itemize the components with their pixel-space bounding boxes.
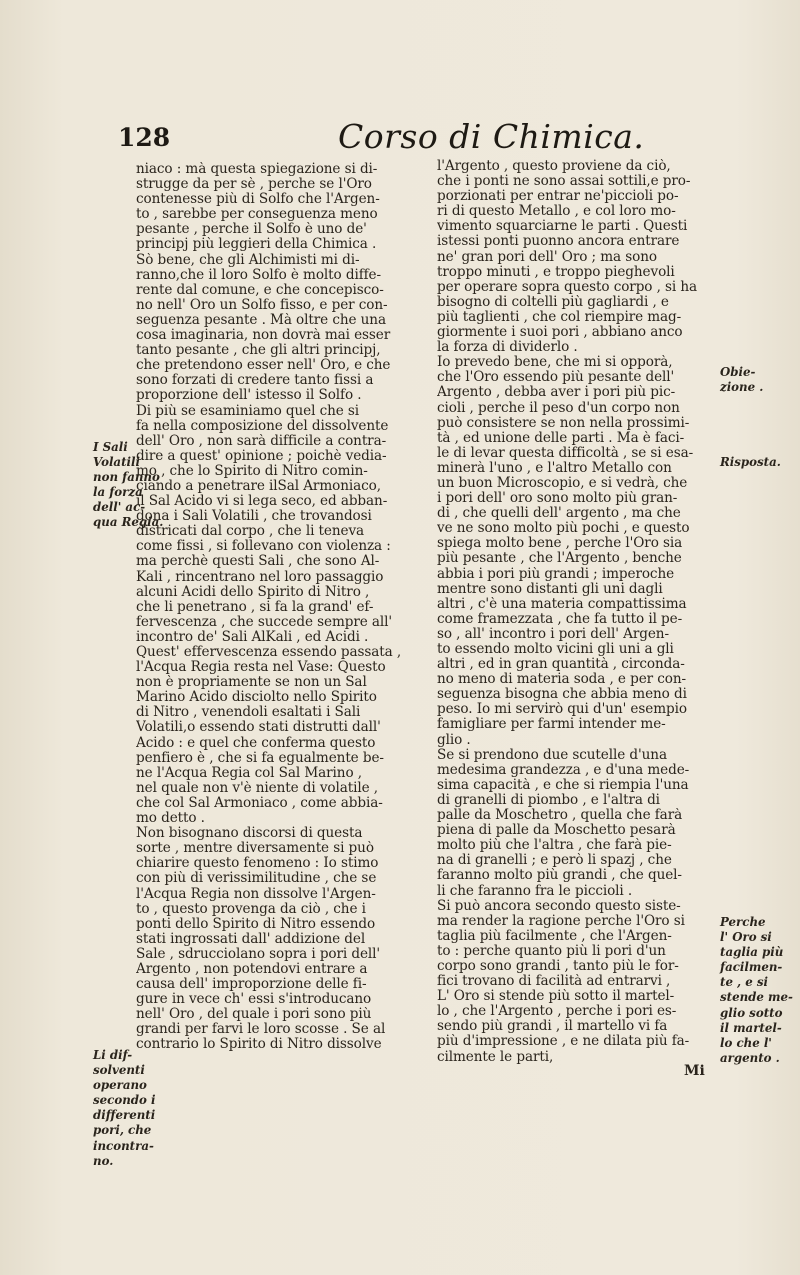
text-line: altri , ed in gran quantità , circonda- xyxy=(437,657,685,673)
text-line: fici trovano di facilità ad entrarvi , xyxy=(437,974,671,990)
text-line: faranno molto più grandi , che quel- xyxy=(437,868,682,884)
margin-note-line: operano xyxy=(93,1078,147,1093)
margin-note-line: no. xyxy=(93,1153,114,1168)
text-line: più d'impressione , e ne dilata più fa- xyxy=(437,1034,690,1050)
right-text-column xyxy=(437,159,720,1065)
margin-note-line: Li dif- xyxy=(93,1048,133,1062)
text-line: tanto pesante , che gli altri principj, xyxy=(136,343,381,359)
text-line: ma render la ragione perche l'Oro si xyxy=(437,913,685,929)
text-line: causa dell' improporzione delle fi- xyxy=(136,977,367,993)
text-line: che i ponti ne sono assai sottili,e pro- xyxy=(437,174,691,190)
text-line: per operare sopra questo corpo , si ha xyxy=(437,279,698,295)
margin-note-line: lo che l' xyxy=(720,1035,772,1050)
text-line: giormente i suoi pori , abbiano anco xyxy=(437,325,683,341)
text-line: gure in vece ch' essi s'introducano xyxy=(136,992,372,1008)
text-line: fa nella composizione del dissolvente xyxy=(136,418,389,434)
text-line: nell' Oro , del quale i pori sono più xyxy=(136,1007,372,1023)
text-line: ma perchè questi Sali , che sono Al- xyxy=(136,554,380,570)
page-header xyxy=(0,117,800,163)
left-text-column xyxy=(136,162,426,1053)
margin-note-line: dell' ac- xyxy=(93,500,146,515)
text-line: Non bisognano discorsi di questa xyxy=(136,826,363,842)
text-line: sima capacità , e che si riempia l'una xyxy=(437,777,689,793)
text-line: sono forzati di credere tanto fissi a xyxy=(136,373,374,389)
text-line: contenesse più di Solfo che l'Argen- xyxy=(136,192,380,208)
text-line: dire a quest' opinione ; poichè vedia- xyxy=(136,448,387,464)
catchword: Mi xyxy=(684,1063,705,1079)
page-number: 128 xyxy=(118,123,171,152)
text-line: ponti dello Spirito di Nitro essendo xyxy=(136,916,376,932)
text-line: porzionati per entrar ne'piccioli po- xyxy=(437,189,679,205)
margin-note-risposta xyxy=(720,455,781,470)
margin-note-line: la forza xyxy=(93,485,143,500)
text-line: to , sarebbe per conseguenza meno xyxy=(136,207,378,223)
text-line: più taglienti , che col riempire mag- xyxy=(437,309,682,325)
margin-note-perche xyxy=(720,915,793,1066)
text-line: alcuni Acidi dello Spirito di Nitro , xyxy=(136,584,370,600)
text-line: Kali , rincentrano nel loro passaggio xyxy=(136,569,384,585)
text-line: che col Sal Armoniaco , come abbia- xyxy=(136,795,383,811)
text-line: Di più se esaminiamo quel che si xyxy=(136,403,360,419)
text-line: medesima grandezza , e d'una mede- xyxy=(437,762,690,778)
text-line: no nell' Oro un Solfo fisso, e per con- xyxy=(136,297,388,313)
text-line: seguenza pesante . Mà oltre che una xyxy=(136,312,386,328)
text-line: ri di questo Metallo , e col loro mo- xyxy=(437,204,676,220)
text-line: so , all' incontro i pori dell' Argen- xyxy=(437,626,669,642)
text-line: Sò bene, che gli Alchimisti mi di- xyxy=(136,252,360,268)
margin-note-line: incontra- xyxy=(93,1138,154,1153)
text-line: abbia i pori più grandi ; imperoche xyxy=(437,566,675,582)
text-line: altri , c'è una materia compattissima xyxy=(437,596,687,612)
margin-note-line: non fanno xyxy=(93,470,160,485)
text-line: li che faranno fra le piccioli . xyxy=(437,883,633,899)
text-line: seguenza bisogna che abbia meno di xyxy=(437,687,687,703)
text-line: cioli , perche il peso d'un corpo non xyxy=(437,400,680,416)
margin-note-line: Perche xyxy=(720,915,766,929)
margin-note-line: solventi xyxy=(93,1063,145,1078)
text-line: piena di palle da Moschetto pesarà xyxy=(437,823,676,839)
text-line: Si può ancora secondo questo siste- xyxy=(437,898,681,914)
text-line: pesante , perche il Solfo è uno de' xyxy=(136,222,367,238)
margin-note-obiezione xyxy=(720,365,763,395)
text-line: to essendo molto vicini gli uni a gli xyxy=(437,642,674,657)
text-line: può consistere se non nella prossimi- xyxy=(437,415,690,431)
text-line: ciando a penetrare ilSal Armoniaco, xyxy=(136,478,381,494)
text-line: fervescenza , che succede sempre all' xyxy=(136,614,393,630)
text-line: minerà l'uno , e l'altro Metallo con xyxy=(437,460,672,476)
text-line: glio . xyxy=(437,732,471,748)
margin-note-line: argento . xyxy=(720,1050,780,1065)
margin-note-line: facilmen- xyxy=(720,960,783,975)
text-line: grandi per farvi le loro scosse . Se al xyxy=(136,1022,386,1038)
text-line: la forza di dividerlo . xyxy=(437,340,578,356)
text-line: niaco : mà questa spiegazione si di- xyxy=(136,162,378,177)
text-line: contrario lo Spirito di Nitro dissolve xyxy=(136,1037,382,1053)
text-line: più pesante , che l'Argento , benche xyxy=(437,551,682,567)
margin-note-line: I Sali xyxy=(93,440,128,454)
text-line: Volatili,o essendo stati distrutti dall' xyxy=(136,720,381,736)
text-line: tà , ed unione delle parti . Ma è faci- xyxy=(437,430,685,446)
margin-note-line: Risposta. xyxy=(720,455,781,469)
text-line: l'Argento , questo proviene da ciò, xyxy=(437,159,671,174)
text-line: con più di verissimilitudine , che se xyxy=(136,871,377,887)
text-line: dona i Sali Volatili , che trovandosi xyxy=(136,509,372,525)
text-line: strugge da per sè , perche se l'Oro xyxy=(136,177,372,193)
text-line: taglia più facilmente , che l'Argen- xyxy=(437,928,672,944)
margin-note-line: glio sotto xyxy=(720,1005,783,1020)
text-line: i pori dell' oro sono molto più gran- xyxy=(437,491,678,507)
margin-note-line: pori, che xyxy=(93,1123,152,1138)
text-line: sorte , mentre diversamente si può xyxy=(136,841,374,857)
margin-note-line: l' Oro si xyxy=(720,930,772,945)
text-line: chiarire questo fenomeno : Io stimo xyxy=(136,856,379,872)
text-line: to : perche quanto più li pori d'un xyxy=(437,943,666,959)
text-line: ne l'Acqua Regia col Sal Marino , xyxy=(136,765,362,781)
text-line: il Sal Acido vi si lega seco, ed abban- xyxy=(136,494,388,510)
text-line: mo , che lo Spirito di Nitro comin- xyxy=(136,463,368,479)
text-line: cilmente le parti, xyxy=(437,1049,554,1065)
text-line: Se si prendono due scutelle d'una xyxy=(437,747,667,763)
text-line: che pretendono esser nell' Oro, e che xyxy=(136,358,391,374)
text-line: palle da Moschetro , quella che farà xyxy=(437,808,683,824)
margin-note-i-sali xyxy=(93,440,163,531)
text-line: vimento squarciarne le parti . Questi xyxy=(437,219,688,235)
text-line: Argento , debba aver i pori più pic- xyxy=(437,385,676,401)
margin-note-line: taglia più xyxy=(720,945,784,960)
text-line: un buon Microscopio, e si vedrà, che xyxy=(437,475,688,491)
text-line: che li penetrano , si fa la grand' ef- xyxy=(136,599,374,615)
text-line: famigliare per farmi intender me- xyxy=(437,717,666,733)
text-line: di granelli di piombo , e l'altra di xyxy=(437,792,660,808)
text-line: Quest' effervescenza essendo passata , xyxy=(136,645,402,660)
text-line: bisogno di coltelli più gagliardi , e xyxy=(437,294,669,310)
margin-note-line: stende me- xyxy=(720,990,793,1005)
margin-note-line: Volatili xyxy=(93,455,140,470)
text-line: di , che quelli dell' argento , ma che xyxy=(437,506,681,522)
text-line: peso. Io mi servirò qui d'un' esempio xyxy=(437,702,687,718)
text-line: districati dal corpo , che li teneva xyxy=(136,524,365,540)
text-line: ve ne sono molto più pochi , e questo xyxy=(437,521,690,537)
text-line: mentre sono distanti gli uni dagli xyxy=(437,581,663,597)
text-line: na di granelli ; e però li spazj , che xyxy=(437,853,672,869)
margin-note-line: differenti xyxy=(93,1108,156,1123)
text-line: to , questo provenga da ciò , che i xyxy=(136,901,366,917)
text-line: penfiero è , che si fa egualmente be- xyxy=(136,750,384,766)
text-line: dell' Oro , non sarà difficile a contra- xyxy=(136,433,387,449)
text-line: istessi ponti puonno ancora entrare xyxy=(437,234,680,250)
text-line: molto più che l'altra , che farà pie- xyxy=(437,838,672,854)
text-line: ranno,che il loro Solfo è molto diffe- xyxy=(136,267,381,283)
text-line: Io prevedo bene, che mi si opporà, xyxy=(437,355,673,371)
margin-note-line: zione . xyxy=(720,380,764,395)
text-line: l'Acqua Regia non dissolve l'Argen- xyxy=(136,886,376,902)
text-line: l'Acqua Regia resta nel Vase: Questo xyxy=(136,660,386,676)
margin-note-line: il martel- xyxy=(720,1020,782,1035)
text-line: troppo minuti , e troppo pieghevoli xyxy=(437,264,675,280)
text-line: come framezzata , che fa tutto il pe- xyxy=(437,611,683,627)
text-line: che l'Oro essendo più pesante dell' xyxy=(437,370,675,386)
running-title: Corso di Chimica. xyxy=(338,117,645,156)
text-line: le di levar questa difficoltà , se si esa- xyxy=(437,445,694,461)
text-line: ne' gran pori dell' Oro ; ma sono xyxy=(437,249,657,265)
text-line: incontro de' Sali AlKali , ed Acidi . xyxy=(136,629,369,645)
text-line: mo detto . xyxy=(136,811,205,827)
margin-note-line: qua Regia. xyxy=(93,515,164,530)
text-line: corpo sono grandi , tanto più le for- xyxy=(437,958,679,974)
text-line: cosa imaginaria, non dovrà mai esser xyxy=(136,328,391,344)
margin-note-line: secondo i xyxy=(93,1093,156,1108)
text-line: lo , che l'Argento , perche i pori es- xyxy=(437,1004,677,1020)
text-line: non è propriamente se non un Sal xyxy=(136,675,367,691)
text-line: come fissi , si follevano con violenza : xyxy=(136,539,391,555)
text-line: rente dal comune, e che concepisco- xyxy=(136,282,384,298)
margin-note-line: Obie- xyxy=(720,365,756,379)
text-line: Argento , non potendovi entrare a xyxy=(136,961,368,977)
text-line: nel quale non v'è niente di volatile , xyxy=(136,780,379,796)
text-line: Marino Acido disciolto nello Spirito xyxy=(136,690,377,706)
text-line: Acido : e quel che conferma questo xyxy=(136,735,376,751)
margin-note-line: te , e si xyxy=(720,975,769,990)
margin-note-li-dif xyxy=(93,1048,155,1169)
text-line: principj più leggieri della Chimica . xyxy=(136,237,377,253)
text-line: spiega molto bene , perche l'Oro sia xyxy=(437,536,683,552)
text-line: stati ingrossati dall' addizione del xyxy=(136,931,366,947)
text-line: Sale , sdrucciolano sopra i pori dell' xyxy=(136,946,381,962)
text-line: di Nitro , venendoli esaltati i Sali xyxy=(136,705,361,721)
text-line: sendo più grandi , il martello vi fa xyxy=(437,1019,668,1035)
text-line: no meno di materia soda , e per con- xyxy=(437,672,687,688)
text-line: L' Oro si stende più sotto il martel- xyxy=(437,989,675,1005)
text-line: proporzione dell' istesso il Solfo . xyxy=(136,388,362,404)
